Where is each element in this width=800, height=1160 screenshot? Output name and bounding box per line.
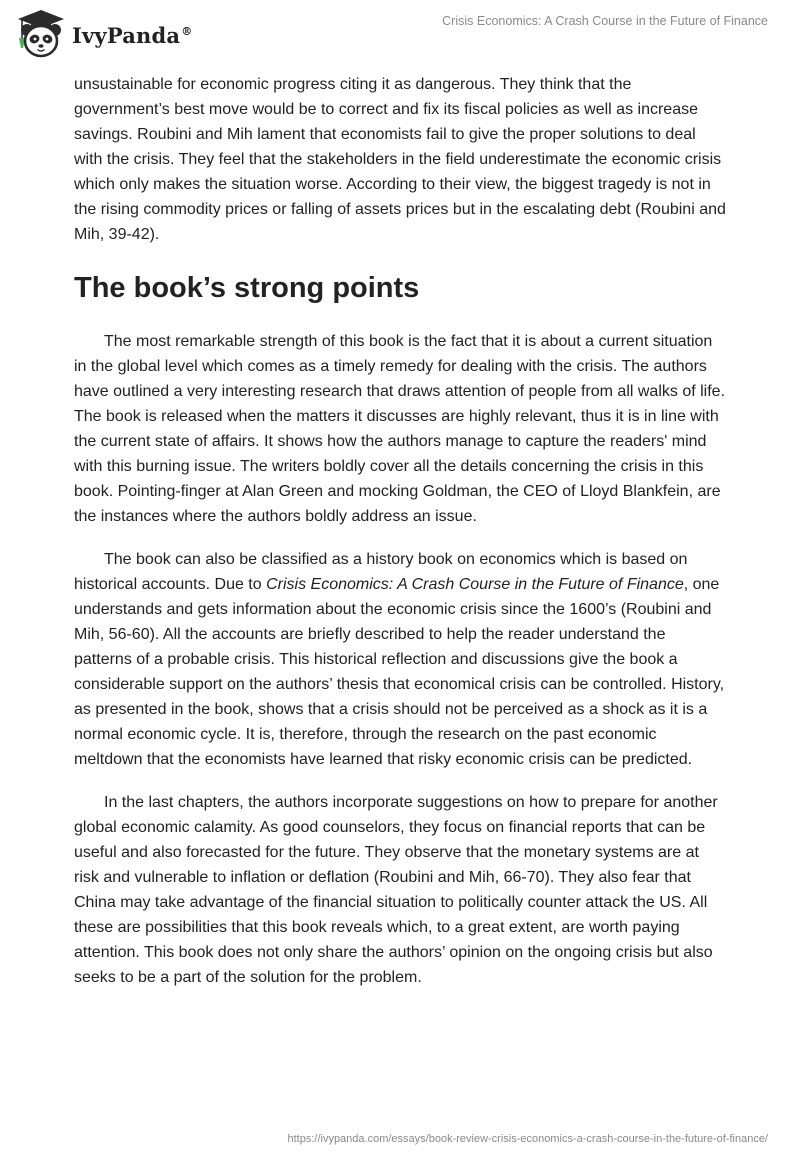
paragraph-history (74, 547, 726, 772)
paragraph-last-chapters: In the last chapters, the authors incorporate suggestions on how to prepare for another global economic calamity. As good counselors, they focus on financial reports that can be useful and also forecasted for the future. They observe that the monetary systems are at risk and vulnerable to inflation or deflation (Roubini and Mih, 66-70). They also fear that China may take advantage of the financial situation to politically counter attack the US. All these are possibilities that this book reveals which, to a great extent, are worth paying attention. This book does not only share the authors’ opinion on the ongoing crisis but also seeks to be a part of the solution for the problem. (74, 794, 718, 986)
logo-text: IvyPanda (72, 22, 181, 48)
logo-wordmark (72, 23, 192, 48)
source-url[interactable]: https://ivypanda.com/essays/book-review-crisis-economics-a-crash-course-in-the-future-of-finance/ (287, 1133, 768, 1145)
section-heading: The book’s strong points (74, 272, 420, 304)
paragraph-strength: The most remarkable strength of this book is the fact that it is about a current situation in the global level which comes as a timely remedy for dealing with the crisis. The authors have outlined a very interesting research that draws attention of people from all walks of life. The book is released when the matters it discusses are highly relevant, thus it is in line with the current state of affairs. It shows how the authors manage to capture the readers' mind with this burning issue. The writers boldly cover all the details concerning the crisis in this book. Pointing-finger at Alan Green and mocking Goldman, the CEO of Lloyd Blankfein, are the instances where the authors boldly address an issue. (74, 333, 726, 525)
paragraph-history-part2: , one understands and gets information about the economic crisis since the 1600’s (Roubini and Mih, 56-60). All the accounts are briefly described to help the reader understand the patterns of a probable crisis. This historical reflection and discussions give the book a considerable support on the authors’ thesis that economical crisis can be controlled. History, as presented in the book, shows that a crisis should not be perceived as a shock as it is a normal economic cycle. It is, therefore, through the research on the past economic meltdown that the economists have learned that risky economic crisis can be predicted. (74, 576, 725, 768)
logo[interactable] (14, 8, 192, 60)
essay-content (74, 72, 726, 1008)
document-title: Crisis Economics: A Crash Course in the Future of Finance (442, 14, 768, 28)
logo-registered-mark: ® (181, 24, 193, 38)
panda-graduate-logo-icon (14, 8, 68, 60)
paragraph-history-part1: The book can also be classified as a history book on economics which is based on historical accounts. Due to (74, 551, 688, 593)
book-title-italic: Crisis Economics: A Crash Course in the Future of Finance (266, 576, 684, 593)
page-header (0, 0, 800, 70)
paragraph-continued: unsustainable for economic progress citing it as dangerous. They think that the government’s best move would be to correct and fix its fiscal policies as well as increase savings. Roubini and Mih lament that economists fail to give the proper solutions to deal with the crisis. They feel that the stakeholders in the field underestimate the economic crisis which only makes the situation worse. According to their view, the biggest tragedy is not in the rising commodity prices or falling of assets prices but in the escalating debt (Roubini and Mih, 39-42). (74, 76, 726, 243)
